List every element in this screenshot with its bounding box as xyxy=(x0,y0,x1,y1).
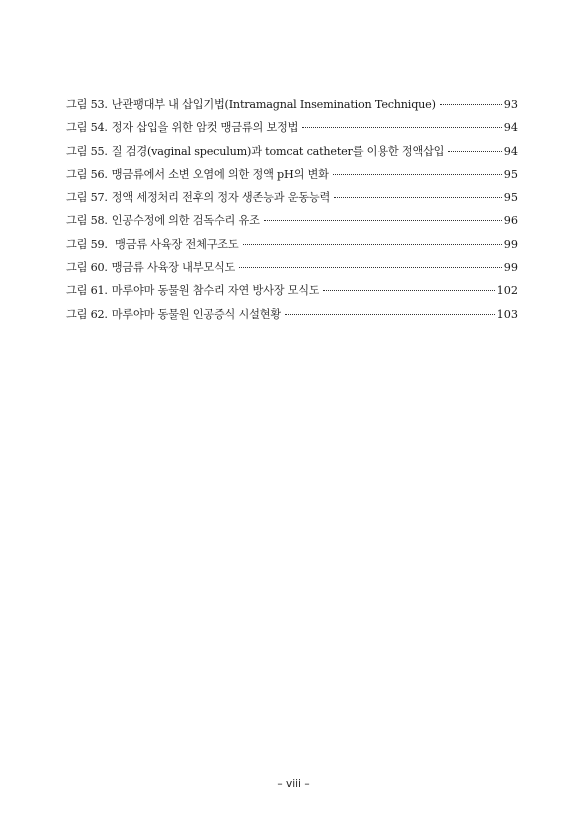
entry-title: 맹금류 사육장 전체구조도 xyxy=(111,237,239,251)
entry-page-number: 95 xyxy=(503,191,518,205)
entry-page-number: 93 xyxy=(503,98,518,111)
page-footer-number: – viii – xyxy=(277,778,310,790)
entry-title: 정자 삽입을 위한 암컷 맹금류의 보정법 xyxy=(111,121,299,135)
entry-text xyxy=(66,140,444,163)
toc-entry[interactable] xyxy=(66,209,518,232)
entry-label: 그림 59. xyxy=(66,237,108,251)
entry-title: 정액 세정처리 전후의 정자 생존능과 운동능력 xyxy=(111,191,331,205)
entry-page-number: 94 xyxy=(503,121,518,135)
toc-entry[interactable] xyxy=(66,233,518,256)
entry-page-number: 96 xyxy=(503,214,518,228)
entry-text xyxy=(66,279,319,302)
dot-leader xyxy=(285,314,495,315)
entry-label: 그림 60. xyxy=(66,261,108,275)
entry-label: 그림 53. xyxy=(66,98,108,111)
entry-label: 그림 54. xyxy=(66,121,108,135)
dot-leader xyxy=(239,267,502,268)
toc-entry[interactable] xyxy=(66,256,518,279)
dot-leader xyxy=(323,290,494,291)
entry-title: 마루야마 동물원 인공증식 시설현황 xyxy=(111,307,281,321)
entry-page-number: 99 xyxy=(503,261,518,275)
entry-page-number: 99 xyxy=(503,237,518,251)
entry-label: 그림 55. xyxy=(66,144,108,158)
entry-title: 인공수정에 의한 검독수리 유조 xyxy=(111,214,260,228)
dot-leader xyxy=(264,220,502,221)
dot-leader xyxy=(334,197,502,198)
entry-text xyxy=(66,163,329,186)
toc-entry[interactable] xyxy=(66,93,518,116)
table-of-figures xyxy=(66,93,518,326)
toc-entry[interactable] xyxy=(66,279,518,302)
entry-text xyxy=(66,233,239,256)
entry-text xyxy=(66,93,436,116)
entry-title: 맹금류에서 소변 오염에 의한 정액 pH의 변화 xyxy=(111,167,329,181)
toc-entry[interactable] xyxy=(66,163,518,186)
entry-text xyxy=(66,186,330,209)
dot-leader xyxy=(243,244,502,245)
entry-text xyxy=(66,209,260,232)
entry-title: 맹금류 사육장 내부모식도 xyxy=(111,261,236,275)
entry-label: 그림 62. xyxy=(66,307,108,321)
entry-title: 마루야마 동물원 참수리 자연 방사장 모식도 xyxy=(111,284,320,298)
entry-label: 그림 61. xyxy=(66,284,108,298)
entry-label: 그림 56. xyxy=(66,167,108,181)
entry-text xyxy=(66,303,281,326)
entry-page-number: 95 xyxy=(503,167,518,181)
dot-leader xyxy=(302,127,501,128)
toc-entry[interactable] xyxy=(66,140,518,163)
entry-title: 난관팽대부 내 삽입기법(Intramagnal Insemination Technique) xyxy=(111,98,436,111)
toc-entry[interactable] xyxy=(66,303,518,326)
dot-leader xyxy=(440,104,502,105)
entry-page-number: 94 xyxy=(503,144,518,158)
toc-entry[interactable] xyxy=(66,186,518,209)
dot-leader xyxy=(448,151,501,152)
entry-label: 그림 57. xyxy=(66,191,108,205)
toc-entry[interactable] xyxy=(66,116,518,139)
dot-leader xyxy=(333,174,502,175)
entry-text xyxy=(66,116,298,139)
entry-text xyxy=(66,256,235,279)
entry-title: 질 검경(vaginal speculum)과 tomcat catheter를 이용한 정액삽입 xyxy=(111,144,445,158)
entry-page-number: 102 xyxy=(496,284,518,298)
entry-page-number: 103 xyxy=(496,307,518,321)
entry-label: 그림 58. xyxy=(66,214,108,228)
